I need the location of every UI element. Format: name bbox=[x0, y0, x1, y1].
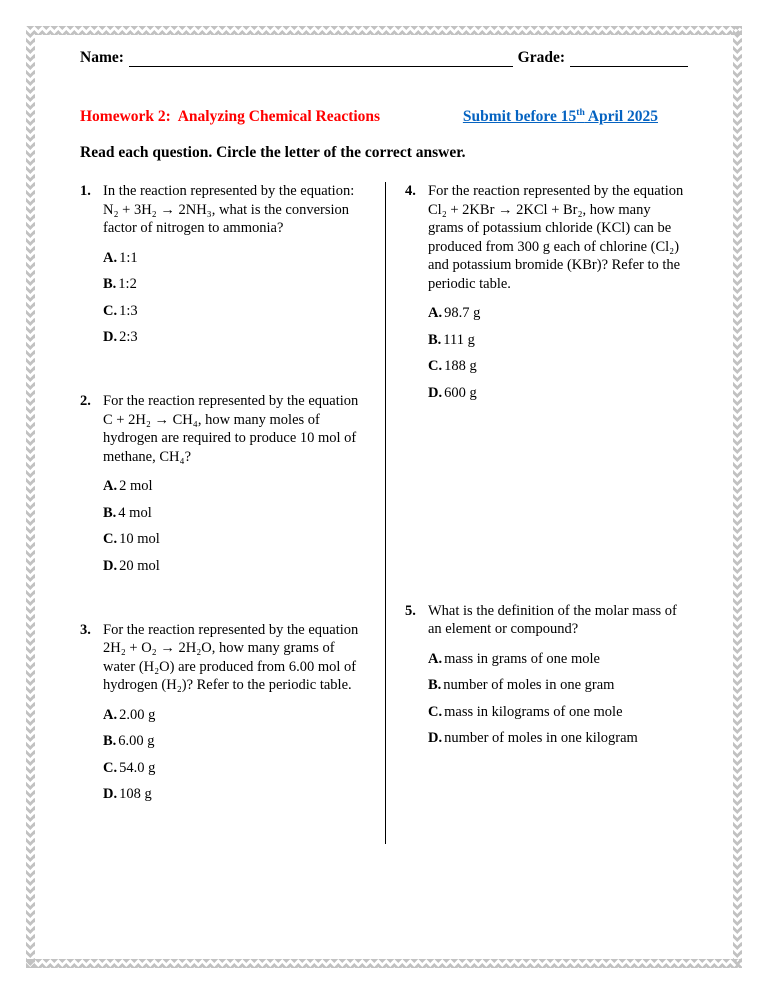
choice-text: 1:1 bbox=[119, 249, 138, 266]
question-5-choice-a[interactable] bbox=[428, 650, 688, 668]
choice-text: 54.0 g bbox=[119, 759, 156, 776]
question-number: 2. bbox=[80, 393, 91, 410]
grade-label: Grade: bbox=[517, 49, 565, 66]
choice-text: 1:2 bbox=[118, 276, 137, 293]
decorative-border-right bbox=[733, 26, 742, 968]
question-text: For the reaction represented by the equation 2H₂ + O₂ → 2H₂O, how many grams of water (H₂O) are produced from 6.00 mol of hydrogen (H₂)? Refer to the periodic table. bbox=[103, 621, 359, 694]
question-4-head bbox=[405, 182, 688, 293]
question-2-choice-d[interactable] bbox=[103, 557, 365, 575]
decorative-border-top bbox=[26, 26, 742, 35]
choice-text: 2:3 bbox=[119, 329, 138, 346]
question-2 bbox=[80, 392, 365, 575]
question-text: What is the definition of the molar mass of an element or compound? bbox=[428, 602, 677, 638]
column-divider bbox=[385, 182, 386, 844]
choice-text: 108 g bbox=[119, 786, 152, 803]
due-date-link[interactable] bbox=[463, 107, 658, 126]
choice-text: 2.00 g bbox=[119, 706, 156, 723]
question-2-choice-b[interactable] bbox=[103, 504, 365, 522]
question-text: For the reaction represented by the equation C + 2H₂ → CH₄, how many moles of hydrogen are required to produce 10 mol of methane, CH₄? bbox=[103, 393, 359, 465]
question-2-choices bbox=[103, 477, 365, 575]
due-date-suffix: April 2025 bbox=[584, 108, 658, 126]
page-content bbox=[80, 48, 688, 844]
choice-letter: C. bbox=[103, 531, 118, 548]
question-text: For the reaction represented by the equation Cl₂ + 2KBr → 2KCl + Br₂, how many grams of potassium chloride (KCl) can be produced from 300 g each of chlorine (Cl₂) and potassium bromide (KBr)? Refer to the periodic table. bbox=[428, 183, 684, 292]
choice-letter: A. bbox=[103, 478, 118, 495]
title-row bbox=[80, 107, 688, 126]
homework-title: Homework 2: Analyzing Chemical Reactions bbox=[80, 108, 381, 126]
question-5-choice-b[interactable] bbox=[428, 676, 688, 694]
choice-letter: B. bbox=[103, 276, 117, 293]
question-3-choice-d[interactable] bbox=[103, 785, 365, 803]
question-5-choice-c[interactable] bbox=[428, 703, 688, 721]
question-columns bbox=[80, 182, 688, 844]
question-3-choices bbox=[103, 706, 365, 804]
question-2-choice-c[interactable] bbox=[103, 530, 365, 548]
choice-letter: C. bbox=[103, 759, 118, 776]
question-1-choice-c[interactable] bbox=[103, 302, 365, 320]
question-1-head bbox=[80, 182, 365, 238]
choice-letter: B. bbox=[428, 677, 442, 694]
name-grade-row bbox=[80, 48, 688, 67]
choice-text: 600 g bbox=[444, 384, 477, 401]
question-2-choice-a[interactable] bbox=[103, 477, 365, 495]
question-3-choice-c[interactable] bbox=[103, 759, 365, 777]
choice-letter: D. bbox=[428, 384, 443, 401]
due-date-ordinal: th bbox=[576, 107, 585, 118]
choice-text: 20 mol bbox=[119, 557, 160, 574]
choice-letter: C. bbox=[428, 703, 443, 720]
choice-text: 1:3 bbox=[119, 302, 138, 319]
question-1-choices bbox=[103, 249, 365, 347]
choice-letter: A. bbox=[103, 706, 118, 723]
choice-letter: A. bbox=[103, 249, 118, 266]
choice-letter: D. bbox=[428, 730, 443, 747]
question-number: 1. bbox=[80, 183, 91, 200]
choice-text: 188 g bbox=[444, 358, 477, 375]
choice-text: mass in kilograms of one mole bbox=[444, 703, 623, 720]
question-5 bbox=[405, 602, 688, 748]
choice-text: 10 mol bbox=[119, 531, 160, 548]
question-4-choice-d[interactable] bbox=[428, 384, 688, 402]
choice-letter: B. bbox=[103, 733, 117, 750]
question-3-head bbox=[80, 621, 365, 695]
question-5-choice-d[interactable] bbox=[428, 729, 688, 747]
choice-text: 6.00 g bbox=[118, 733, 155, 750]
question-3-choice-a[interactable] bbox=[103, 706, 365, 724]
question-number: 3. bbox=[80, 621, 91, 638]
question-4-choice-a[interactable] bbox=[428, 304, 688, 322]
name-label: Name: bbox=[80, 49, 124, 66]
instructions-text: Read each question. Circle the letter of the correct answer. bbox=[80, 144, 466, 162]
right-column bbox=[405, 182, 688, 756]
choice-letter: B. bbox=[428, 331, 442, 348]
choice-letter: A. bbox=[428, 305, 443, 322]
question-3-choice-b[interactable] bbox=[103, 732, 365, 750]
choice-letter: C. bbox=[103, 302, 118, 319]
question-2-head bbox=[80, 392, 365, 466]
choice-text: 111 g bbox=[443, 331, 475, 348]
choice-letter: D. bbox=[103, 786, 118, 803]
question-4-choice-b[interactable] bbox=[428, 331, 688, 349]
question-number: 4. bbox=[405, 183, 416, 200]
decorative-border-left bbox=[26, 26, 35, 968]
question-1-choice-d[interactable] bbox=[103, 328, 365, 346]
question-4-choices bbox=[428, 304, 688, 402]
left-column bbox=[80, 182, 365, 812]
question-number: 5. bbox=[405, 602, 416, 619]
question-1 bbox=[80, 182, 365, 346]
question-4 bbox=[405, 182, 688, 402]
question-3 bbox=[80, 621, 365, 804]
question-1-choice-a[interactable] bbox=[103, 249, 365, 267]
choice-letter: D. bbox=[103, 557, 118, 574]
choice-text: mass in grams of one mole bbox=[444, 650, 600, 667]
choice-letter: C. bbox=[428, 358, 443, 375]
choice-text: number of moles in one kilogram bbox=[444, 730, 638, 747]
name-blank-field[interactable] bbox=[129, 51, 513, 67]
choice-letter: A. bbox=[428, 650, 443, 667]
choice-text: 4 mol bbox=[118, 504, 152, 521]
due-date-prefix: Submit before 15 bbox=[462, 108, 577, 126]
decorative-border-bottom bbox=[26, 959, 742, 968]
question-5-head bbox=[405, 602, 688, 639]
grade-blank-field[interactable] bbox=[570, 51, 688, 67]
choice-text: number of moles in one gram bbox=[443, 677, 615, 694]
question-5-choices bbox=[428, 650, 688, 748]
choice-text: 2 mol bbox=[119, 478, 153, 495]
choice-letter: B. bbox=[103, 504, 117, 521]
question-4-choice-c[interactable] bbox=[428, 357, 688, 375]
choice-letter: D. bbox=[103, 329, 118, 346]
choice-text: 98.7 g bbox=[444, 305, 481, 322]
question-1-choice-b[interactable] bbox=[103, 275, 365, 293]
question-text: In the reaction represented by the equation: N₂ + 3H₂ → 2NH₃, what is the conversion factor of nitrogen to ammonia? bbox=[103, 183, 355, 237]
